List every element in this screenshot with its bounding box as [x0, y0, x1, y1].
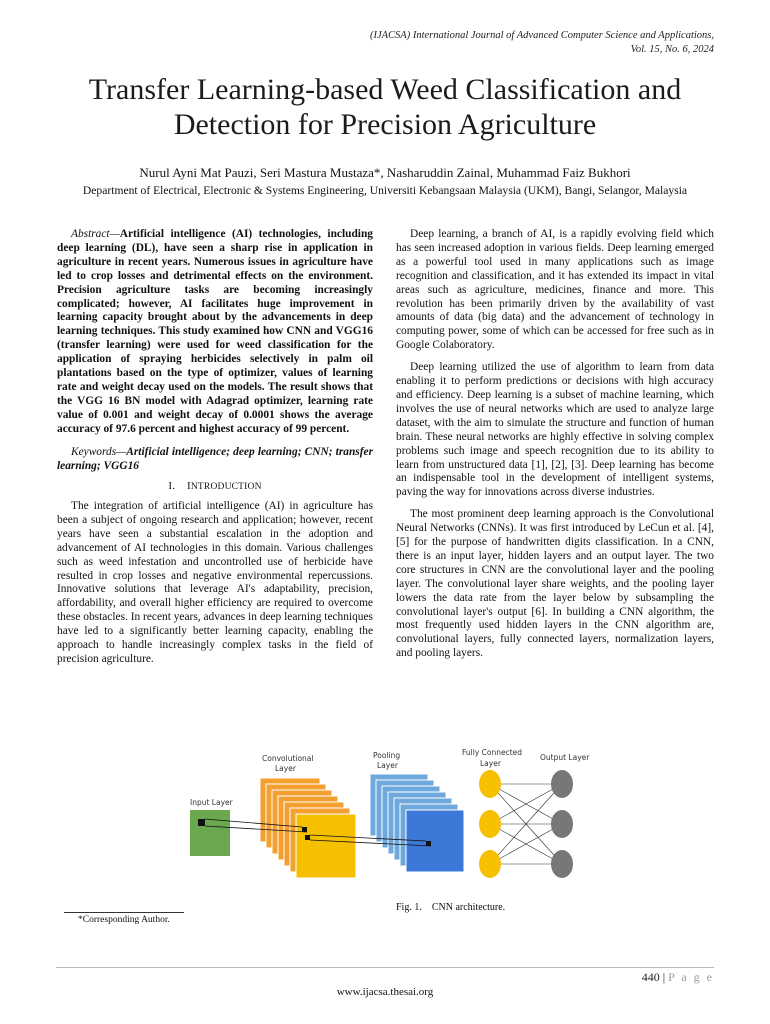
paragraph-cnn: The most prominent deep learning approach is the Convolutional Neural Networks (CNNs). It was first introduced by LeCun et al. [4], [5] for the purpose of handwritten digits classification. In a CNN, there is an input layer, hidden layers and an output layer. The two core structures in CNN are the convolutional layer and the pooling layer. The convolutional layer share weights, and the pooling layer lowers the data rate from the layer below by subsampling the convolutional layer's output [6]. In building a CNN algorithm, the most frequently used hidden layers in the CNN algorithm are, convolutional layers, fully connected layers, normalization layers, and pooling layers.	[396, 508, 714, 660]
pool-layer-label-2: Layer	[377, 761, 398, 770]
abstract-label: Abstract—	[71, 228, 120, 240]
section-title-rest: NTRODUCTION	[190, 482, 262, 492]
output-node	[551, 850, 573, 878]
fc-node	[479, 810, 501, 838]
pool-feature-map-front	[406, 810, 464, 872]
right-column-text	[396, 228, 714, 669]
pool-layer-stack	[370, 774, 464, 872]
paragraph-algorithm: Deep learning utilized the use of algorithm to learn from data enabling it to perform predictions or decisions with high accuracy and efficiency. Deep learning is a subset of machine learning, which involves the use of neural networks which are used to analyze large dataset, with the aim to simulate the structure and function of human brain. These neural networks are highly effective in solving complex problems such image and speech recognition due to its ability to learn from unstructured data [1], [2], [3]. Deep learning has become an indispensable tool in the development of intelligent systems, paving the way for innovations across diverse industries.	[396, 361, 714, 499]
section-heading-introduction	[57, 480, 373, 492]
journal-url: www.ijacsa.thesai.org	[336, 986, 434, 998]
section-initial: I	[186, 480, 191, 492]
intro-paragraph	[57, 500, 373, 667]
journal-volume: Vol. 15, No. 6, 2024	[630, 44, 714, 55]
running-header	[370, 29, 714, 57]
output-nodes	[551, 770, 573, 878]
author-list: Nurul Ayni Mat Pauzi, Seri Mastura Mustaza*, Nasharuddin Zainal, Muhammad Faiz Bukhori	[139, 165, 631, 180]
conv-layer-label-2: Layer	[275, 764, 296, 773]
figure-caption	[396, 902, 505, 913]
conv-source-cell	[302, 827, 307, 832]
pool-layer-label-1: Pooling	[373, 751, 401, 760]
page-separator: |	[662, 970, 666, 984]
fc-node	[479, 850, 501, 878]
output-node	[551, 810, 573, 838]
fc-layer-label-2: Layer	[480, 759, 501, 768]
paragraph-deep-learning: Deep learning, a branch of AI, is a rapidly evolving field which has seen increased adoption in various fields. Deep learning emerged as a powerful tool used in many applications such as image recognition and classification, and it has extended its impact in vital areas such as agriculture, medicines, finance and more. This revolution has been primarily driven by the availability of vast amounts of data (big data) and the advancement of technology in computing power, some of which can be accessed for free such as in Google Colaboratory.	[396, 228, 714, 352]
pool-cell	[426, 841, 431, 846]
page-number	[642, 970, 714, 985]
keywords	[57, 446, 373, 474]
footnote-rule	[64, 912, 184, 913]
abstract-text: Artificial intelligence (AI) technologies, including deep learning (DL), have seen a sharp rise in application in agriculture in recent years. Numerous issues in agriculture have led to crop losses and detrimental effects on the environment. Precision agriculture tasks are becoming increasingly complicated; however, AI facilitates huge improvement in learning capacity brought about by the advancements in deep learning techniques. This study examined how CNN and VGG16 (transfer learning) were used for weed classification for the application of spraying herbicides selectively in palm oil plantations based on the type of optimizer, values of learning rate and weight decay used on the models. The result shows that the VGG 16 BN model with Adagrad optimizer, learning rate value of 0.001 and weight decay of 0.0001 shows the average accuracy of 97.6 percent and highest accuracy of 99 percent.	[57, 228, 373, 435]
conv-layer-label-1: Convolutional	[262, 754, 314, 763]
section-number: I.	[168, 480, 176, 492]
abstract	[57, 228, 373, 437]
keywords-text: Artificial intelligence; deep learning; CNN; transfer learning; VGG16	[57, 446, 373, 472]
cnn-architecture-figure	[180, 740, 620, 900]
output-layer-label: Output Layer	[540, 753, 590, 762]
conv-target-cell	[305, 835, 310, 840]
caption-number: Fig. 1.	[396, 902, 422, 913]
caption-text: CNN architecture.	[431, 902, 506, 913]
conv-layer-stack	[260, 778, 356, 878]
conv-feature-map-front	[296, 814, 356, 878]
title-line-1: Transfer Learning-based Weed Classification and	[88, 73, 682, 106]
fc-layer-label-1: Fully Connected	[462, 748, 523, 757]
page-word: P a g e	[668, 970, 714, 984]
input-receptive-field	[198, 819, 205, 826]
title-line-2: Detection for Precision Agriculture	[173, 108, 597, 141]
page-number-value: 440	[641, 970, 660, 984]
input-layer-block	[190, 810, 230, 856]
journal-name: (IJACSA) International Journal of Advanced Computer Science and Applications,	[369, 30, 714, 41]
keywords-label: Keywords—	[71, 446, 127, 458]
intro-text: The integration of artificial intelligence (AI) in agriculture has been a subject of ongoing research and application; however, recent years have seen a substantial escalation in the adoption and advancement of AI technologies in this domain. Various challenges such as weed infestation and uncontrolled use of herbicide have resulted in crop losses and negative environmental repercussions. Innovative solutions that leverage AI's adaptability, precision, affordability, and overall higher efficiency are required to overcome these obstacles. In recent years, advances in deep learning techniques have led to a significantly better learning capacity, enabling the approach to handle increasingly complex tasks in the field of precision agriculture.	[57, 500, 373, 665]
fc-nodes	[479, 770, 501, 878]
paper-title	[0, 72, 770, 142]
output-node	[551, 770, 573, 798]
fc-node	[479, 770, 501, 798]
input-layer-label: Input Layer	[190, 798, 233, 807]
footnote: *Corresponding Author.	[78, 915, 170, 925]
affiliation: Department of Electrical, Electronic & Systems Engineering, Universiti Kebangsaan Malaysia (UKM), Bangi, Selangor, Malaysia	[82, 184, 688, 197]
footer-rule	[56, 967, 714, 968]
